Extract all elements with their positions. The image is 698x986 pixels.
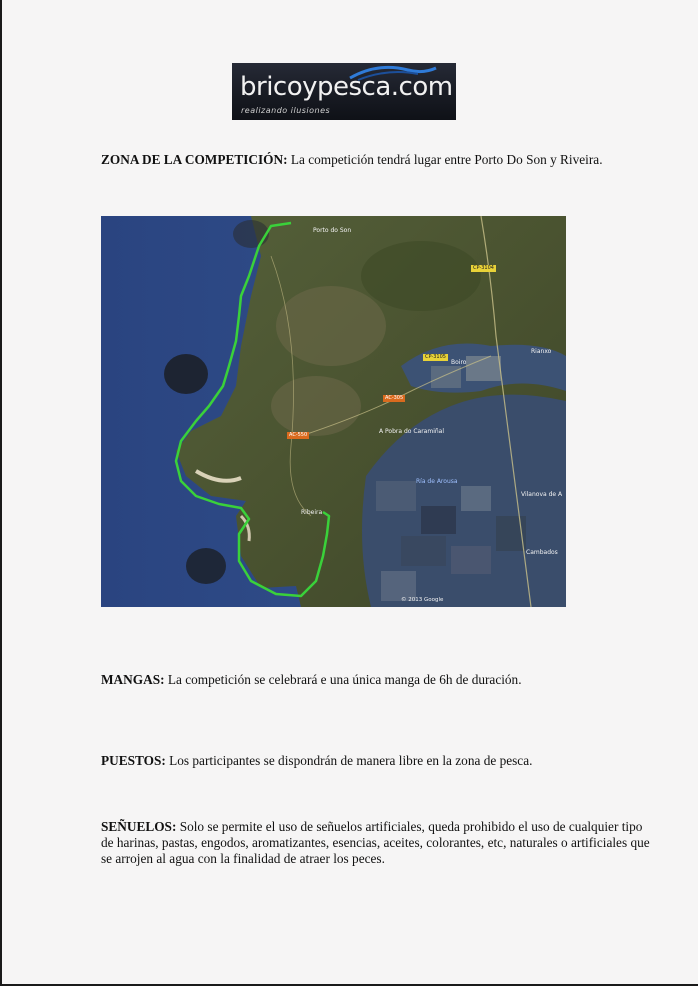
logo-tagline: realizando ilusiones xyxy=(241,106,331,115)
label-vilanova: Vilanova de A xyxy=(521,491,563,498)
senuelos-paragraph xyxy=(101,819,656,867)
zona-heading: ZONA DE LA COMPETICIÓN: xyxy=(101,152,288,167)
label-porto-do-son: Porto do Son xyxy=(313,227,352,234)
puestos-heading: PUESTOS: xyxy=(101,753,166,768)
senuelos-text: Solo se permite el uso de señuelos artificiales, queda prohibido el uso de cualquier tipo de harinas, pastas, engodos, aromatizantes, esencias, aceites, colorantes, etc, naturales o artificiales que se arrojen al agua con la finalidad de atraer los peces. xyxy=(101,819,650,866)
label-ribeira: Ribeira xyxy=(301,509,323,516)
label-pobra: A Pobra do Caramiñal xyxy=(379,428,445,435)
zona-paragraph xyxy=(101,152,661,168)
zona-text: La competición tendrá lugar entre Porto Do Son y Riveira. xyxy=(287,152,603,167)
mangas-paragraph xyxy=(101,672,661,688)
page-left-border xyxy=(0,0,2,986)
road-badge-ac-west: AC-550 xyxy=(289,432,308,438)
label-cambados: Cambados xyxy=(526,549,558,556)
label-boiro: Boiro xyxy=(451,359,467,366)
puestos-paragraph xyxy=(101,753,661,769)
road-badge-ac-mid: AC-305 xyxy=(385,395,404,401)
mangas-heading: MANGAS: xyxy=(101,672,165,687)
label-rianxo: Rianxo xyxy=(531,348,552,355)
logo-brand-text: bricoypesca.com xyxy=(240,72,453,102)
satellite-map xyxy=(101,216,566,607)
map-image xyxy=(101,216,566,607)
label-ria: Ría de Arousa xyxy=(416,478,458,485)
road-badge-cp-east: CP-3105 xyxy=(425,354,446,360)
puestos-text: Los participantes se dispondrán de manera libre en la zona de pesca. xyxy=(165,753,533,768)
senuelos-heading: SEÑUELOS: xyxy=(101,819,177,834)
bricoypesca-logo xyxy=(232,63,456,120)
mangas-text: La competición se celebrará e una única manga de 6h de duración. xyxy=(164,672,522,687)
map-copyright: © 2013 Google xyxy=(401,597,444,603)
road-badge-cp-north: CP-3104 xyxy=(473,265,494,271)
